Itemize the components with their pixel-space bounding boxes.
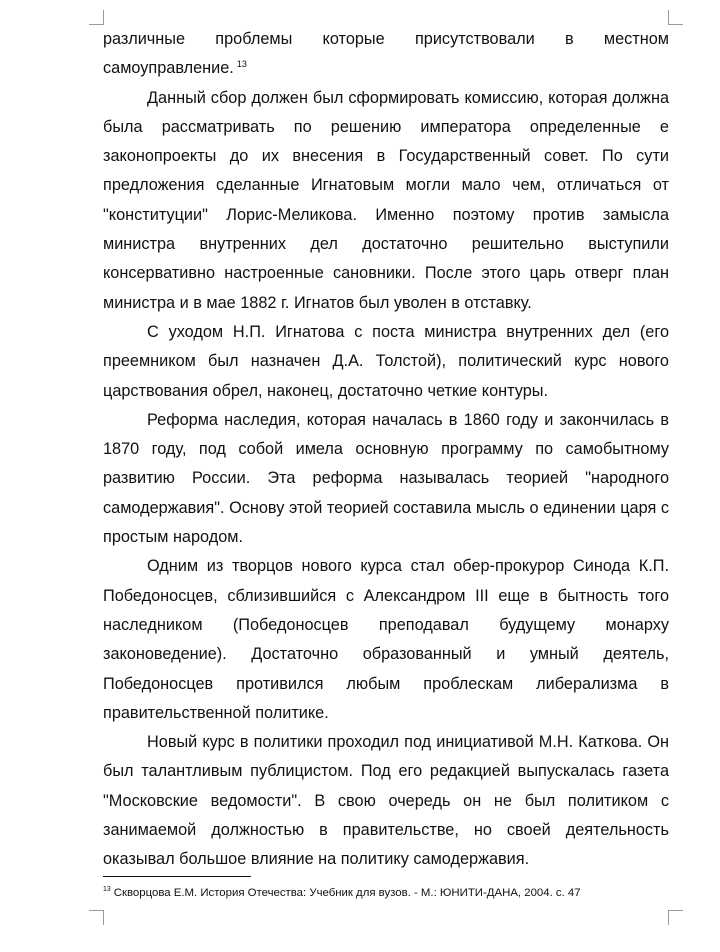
paragraph: Реформа наследия, которая началась в 1860 году и закончилась в 1870 году, под собой имела основную программу по самобытному развитию России. Эта реформа называлась теорией "народного самодержавия". Основу этой теорией составила мысль о единении царя с простым народом.	[103, 410, 669, 547]
footnote-text: Скворцова Е.М. История Отечества: Учебник для вузов. - М.: ЮНИТИ-ДАНА, 2004. с. 47	[113, 887, 581, 899]
paragraph-text: различные проблемы которые присутствовали в местном самоуправление.	[103, 30, 669, 78]
corner-crop-mark	[89, 910, 104, 925]
footnote-reference[interactable]: 13	[236, 58, 247, 69]
footnote-separator	[103, 876, 251, 877]
body-text	[103, 25, 669, 875]
paragraph	[103, 25, 669, 84]
corner-crop-mark	[668, 10, 683, 25]
footnote	[103, 886, 669, 900]
footnote-number: 13	[103, 886, 111, 894]
paragraph: С уходом Н.П. Игнатова с поста министра внутренних дел (его преемником был назначен Д.А. Толстой), политический курс нового царствования обрел, наконец, достаточно четкие контуры.	[103, 322, 669, 400]
paragraph: Данный сбор должен был сформировать комиссию, которая должна была рассматривать по решению императора определенные е законопроекты до их внесения в Государственный совет. По сути предложения сделанные Игнатовым могли мало чем, отличаться от "конституции" Лорис-Меликова. Именно поэтому против замысла министра внутренних дел достаточно решительно выступили консервативно настроенные сановники. После этого царь отверг план министра и в мае 1882 г. Игнатов был уволен в отставку.	[103, 88, 669, 312]
paragraph: Новый курс в политики проходил под инициативой М.Н. Каткова. Он был талантливым публицистом. Под его редакцией выпускалась газета "Московские ведомости". В свою очередь он не был политиком с занимаемой должностью в правительстве, но своей деятельность оказывал большое влияние на политику самодержавия.	[103, 733, 669, 869]
corner-crop-mark	[89, 10, 104, 25]
corner-crop-mark	[668, 910, 683, 925]
paragraph: Одним из творцов нового курса стал обер-прокурор Синода К.П. Победоносцев, сблизившийся с Александром III еще в бытность того наследником (Победоносцев преподавал будущему монарху законоведение). Достаточно образованный и умный деятель, Победоносцев противился любым проблескам либерализма в правительственной политике.	[103, 557, 669, 722]
